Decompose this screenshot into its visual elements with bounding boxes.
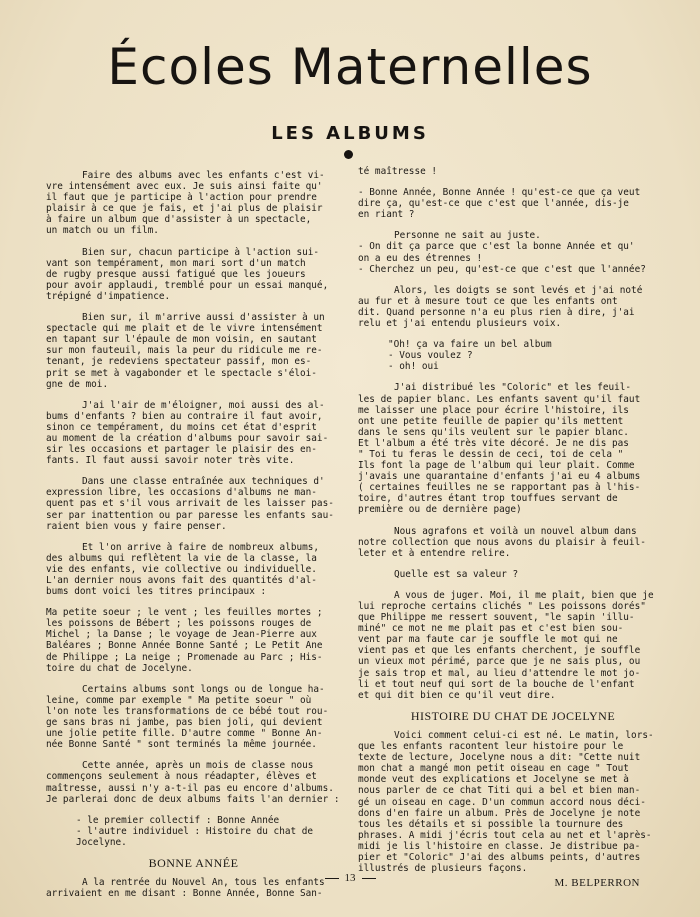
paragraph: té maîtresse !: [358, 166, 438, 177]
paragraph: Cette année, après un mois de classe nous commençons seulement à nous réadapter, élèves et maîtresse, aussi n'y a-t-il pas eu encore d'albums. Je parlerai donc de deux albums faits l'an dernier :: [46, 760, 340, 805]
paragraph: Alors, les doigts se sont levés et j'ai noté au fur et à mesure tout ce que les enfants ont dit. Quand personne n'a eu plus rien à dire, j'ai relu et j'ai entendu plusieurs voix.: [358, 284, 643, 330]
paragraph: Et l'on arrive à faire de nombreux albums, des albums qui reflètent la vie de la classe, la vie des enfants, vie collective ou individuelle. L'an dernier nous avons fait des quantités d'al- bums dont voici les titres principaux :: [46, 541, 320, 598]
author-signature: M. BELPERRON: [554, 877, 640, 890]
dialogue: Personne ne sait au juste. - On dit ça parce que c'est la bonne Année et qu' on a eu des étrennes ! - Cherchez un peu, qu'est-ce que c'est que l'année?: [358, 230, 646, 275]
page-number-text: 13: [319, 872, 382, 884]
paragraph: J'ai l'air de m'éloigner, moi aussi des al- bums d'enfants ? bien au contraire il faut avoir, sinon ce tempérament, du moins cet état d'esprit au moment de la création d'albums pour savoir sai- sir les occasions et partager le plaisir des en- fants. Il faut aussi savoir noter très vite.: [46, 399, 329, 467]
album-list: - le premier collectif : Bonne Année - l'autre individuel : Histoire du chat de Jocelyne.: [76, 814, 314, 848]
paragraph: Bien sur, il m'arrive aussi d'assister à un spectacle qui me plait et de le vivre intensément en tapant sur l'épaule de mon voisin, en sautant sur mon fauteuil, mais la peur du ridicule me re- tenant, je redeviens spectateur passif, mon es- prit se met à vagabonder et le spectacle s'éloi- gne de moi.: [46, 312, 325, 390]
page-number: [0, 872, 700, 884]
section-heading-bonne-annee: BONNE ANNÉE: [148, 855, 239, 870]
paragraph: Certains albums sont longs ou de longue ha- leine, comme par exemple " Ma petite soeur " où l'on note les transformations de ce bébé tout rou- ge sans bras ni jambe, pas bien joli, qui devient une jolie petite fille. D'autre comme " Bonne An- née Bonne Santé " sont terminés la même journée.: [46, 683, 329, 751]
album-titles-list: Ma petite soeur ; le vent ; les feuilles mortes ; les poissons de Bébert ; les poissons rouges de Michel ; la Danse ; le voyage de Jean-Pierre aux Baléares ; Bonne Année Bonne Santé ; Le Petit Ane de Philippe ; La neige ; Promenade au Parc ; His- toire du chat de Jocelyne.: [46, 607, 323, 674]
paragraph: A la rentrée du Nouvel An, tous les enfants arrivaient en me disant : Bonne Année, Bonne San-: [46, 877, 325, 900]
section-heading-histoire-du-chat: HISTOIRE DU CHAT DE JOCELYNE: [410, 708, 616, 723]
dialogue: "Oh! ça va faire un bel album - Vous voulez ? - oh! oui: [388, 339, 552, 373]
paragraph: Faire des albums avec les enfants c'est vi- vre intensément avec eux. Je suis ainsi faite qu' il faut que je participe à l'action pour prendre plaisir à ce que je fais, et j'ai plus de plaisir à faire un album que d'assister à un spectacle, un match ou un film.: [46, 170, 325, 237]
paragraph: Nous agrafons et voilà un nouvel album dans notre collection que nous avons du plaisir à feuil- leter et à entendre relire.: [358, 525, 646, 559]
left-column: [46, 170, 341, 909]
right-column: [358, 166, 668, 889]
question: Quelle est sa valeur ?: [394, 568, 519, 580]
paragraph: Bien sur, chacun participe à l'action sui- vant son tempérament, mon mari sort d'un match de rugby presque aussi fatigué que les joueurs pour avoir applaudi, tremblé pour un essai manqué, trépigné d'impatience.: [46, 246, 329, 302]
paragraph: Voici comment celui-ci est né. Le matin, lors- que les enfants racontent leur histoire pour le texte de lecture, Jocelyne nous a dit: "Cette nuit mon chat a mangé mon petit oiseau en cage " Tout monde veut des explications et Jocelyne se met à nous parler de ce chat Titi qui a bel et bien man- gé un oiseau en cage. D'un commun accord nous déci- dons d'en faire un album. Près de Jocelyne je note tous les détails et si possible la tournure des phrases. A midi j'écris tout cela au net et l'après- midi je lis l'histoire en classe. Je distribue pa- pier et "Coloric" J'ai des albums peints, d'autres illustrés de plusieurs façons.: [358, 729, 654, 875]
section-subtitle: LES ALBUMS: [271, 123, 429, 144]
paragraph: J'ai distribué les "Coloric" et les feuil- les de papier blanc. Les enfants savent qu'il faut me laisser une place pour écrire l'histoire, ils ont une petite feuille de papier qu'ils mettent dans le sens qu'ils veulent sur le papier blanc. Et l'album a été très vite décoré. Je ne dis pas " Toi tu feras le dessin de ceci, toi de cela " Ils font la page de l'album qui leur plait. Comme j'avais une quarantaine d'enfants j'ai eu 4 albums ( certaines feuilles ne se rapportant pas à l'his- toire, d'autres étant trop touffues servant de première ou de dernière page): [358, 382, 641, 516]
page-title: Écoles Maternelles: [107, 38, 593, 96]
paragraph: Dans une classe entraînée aux techniques d' expression libre, les occasions d'albums ne man- quent pas et s'il vous arrivait de les laisser pas- ser par inattention ou par paresse les enfants sau- raient bien vous y faire penser.: [46, 476, 334, 532]
paragraph: A vous de juger. Moi, il me plait, bien que je lui reproche certains clichés " Les poissons dorés" que Philippe me ressert souvent, "le sapin 'illu- miné" ce mot ne me plait pas et c'est bien sou- vent par ma faute car je souffle le mot qui ne vient pas et que les enfants cherchent, je souffle un vieux mot périmé, parce que je ne sais plus, ou je sais trop et mal, au lieu d'attendre le mot jo- li et tout neuf qui sort de la bouche de l'enfant et qui dit bien ce qu'il veut dire.: [358, 589, 654, 701]
bullet-ornament: [344, 150, 353, 159]
dialogue: - Bonne Année, Bonne Année ! qu'est-ce que ça veut dire ça, qu'est-ce que c'est que l'année, dis-je en riant ?: [358, 187, 641, 221]
